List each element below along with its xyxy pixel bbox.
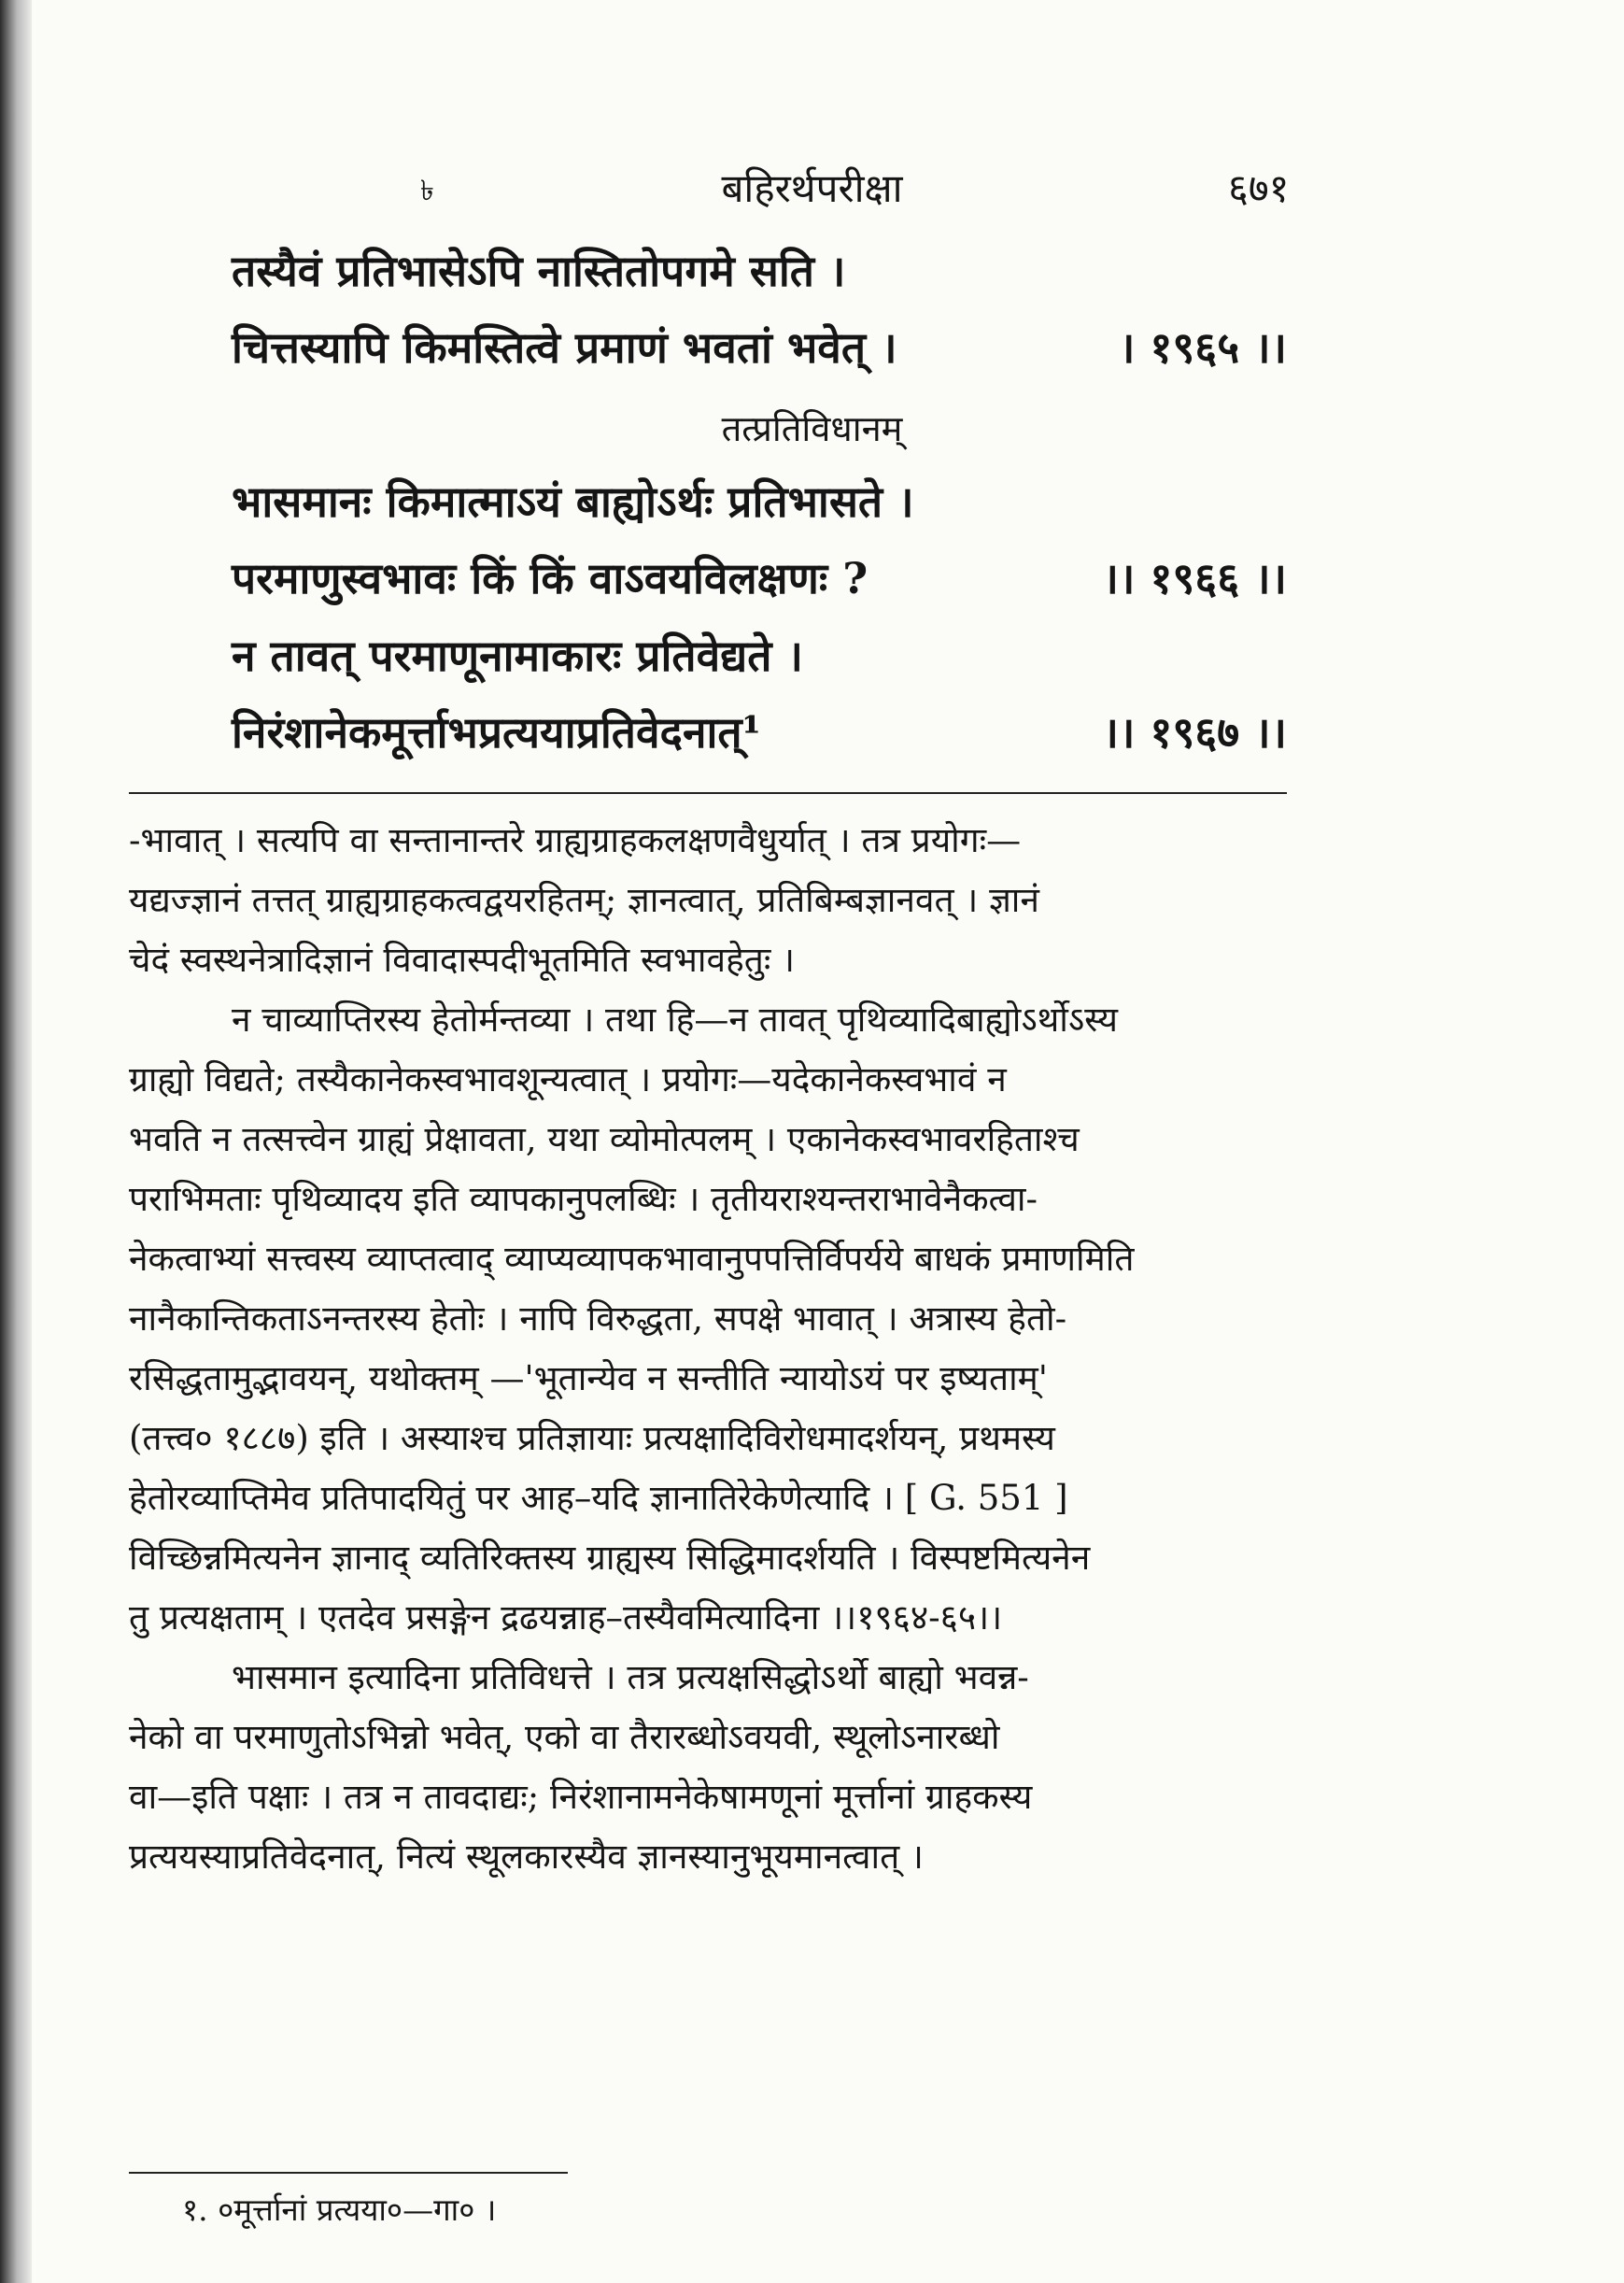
commentary-line: रसिद्धतामुद्भावयन्, यथोक्तम् —'भूतान्येव न सन्तीति न्यायोऽयं पर इष्यताम्' <box>129 1358 1048 1398</box>
commentary-line: -भावात् । सत्यपि वा सन्तानान्तरे ग्राह्यग्राहकलक्षणवैधुर्यात् । तत्र प्रयोगः— <box>129 820 1022 860</box>
running-header <box>0 161 1624 226</box>
commentary-line: (तत्त्व० १८८७) इति । अस्याश्च प्रतिज्ञायाः प्रत्यक्षादिविरोधमादर्शयन्, प्रथमस्य <box>129 1418 1055 1458</box>
commentary-line: पराभिमताः पृथिव्यादय इति व्यापकानुपलब्धिः । तृतीयराश्यन्तराभावेनैकत्वा- <box>129 1179 1038 1219</box>
verse-text: भासमानः किमात्माऽयं बाह्योऽर्थः प्रतिभासते । <box>232 476 914 527</box>
verse-text: परमाणुस्वभावः किं किं वाऽवयविलक्षणः ? <box>232 553 868 603</box>
verse-text: निरंशानेकमूर्त्ताभप्रत्ययाप्रतिवेदनात्¹ <box>232 707 761 758</box>
verse-line <box>232 318 1287 376</box>
commentary-line: नेको वा परमाणुतोऽभिन्नो भवेत्, एको वा तैरारब्धोऽवयवी, स्थूलोऽनारब्धो <box>129 1717 1000 1757</box>
verse-line <box>232 241 1287 299</box>
commentary-line: भासमान इत्यादिना प्रतिविधत्ते । तत्र प्रत्यक्षसिद्धोऽर्थो बाह्यो भवन्न- <box>232 1657 1029 1697</box>
commentary-line: न चाव्याप्तिरस्य हेतोर्मन्तव्या । तथा हि—न तावत् पृथिव्यादिबाह्योऽर्थोऽस्य <box>232 1000 1118 1040</box>
footnote: १. ०मूर्त्तानां प्रत्यया०—गा० । <box>182 2191 497 2228</box>
verse-number: । १९६५ ।। <box>1118 322 1287 373</box>
page-title: बहिरर्थपरीक्षा <box>721 165 903 211</box>
page-number: ६७१ <box>1228 165 1290 211</box>
commentary-line: नानैकान्तिकताऽनन्तरस्य हेतोः । नापि विरुद्धता, सपक्षे भावात् । अत्रास्य हेतो- <box>129 1298 1067 1339</box>
section-subheading: तत्प्रतिविधानम् <box>721 408 903 449</box>
verse-line <box>232 548 1287 606</box>
verse-text: चित्तस्यापि किमस्तित्वे प्रमाणं भवतां भवेत् । <box>232 322 897 373</box>
commentary-line: ग्राह्यो विद्यते; तस्यैकानेकस्वभावशून्यत्वात् । प्रयोगः—यदेकानेकस्वभावं न <box>129 1059 1007 1099</box>
commentary-line: हेतोरव्याप्तिमेव प्रतिपादयितुं पर आह–यदि ज्ञानातिरेकेणेत्यादि । [ G. 551 ] <box>129 1478 1068 1518</box>
commentary-line: प्रत्ययस्याप्रतिवेदनात्, नित्यं स्थूलकारस्यैव ज्ञानस्यानुभूयमानत्वात् । <box>129 1836 924 1877</box>
verse-line <box>232 702 1287 760</box>
footnote-divider <box>129 2172 568 2174</box>
verse-text: न तावत् परमाणूनामाकारः प्रतिवेद्यते । <box>232 631 803 681</box>
verse-commentary-divider <box>129 792 1287 794</box>
commentary-block <box>129 811 1296 1887</box>
verse-text: तस्यैवं प्रतिभासेऽपि नास्तितोपगमे सति । <box>232 246 846 296</box>
commentary-line: नेकत्वाभ्यां सत्त्वस्य व्याप्तत्वाद् व्याप्यव्यापकभावानुपपत्तिर्विपर्यये बाधकं प्रमाणमिति <box>129 1239 1135 1279</box>
commentary-line: यद्यज्ज्ञानं तत्तत् ग्राह्यग्राहकत्वद्वयरहितम्; ज्ञानत्वात्, प्रतिबिम्बज्ञानवत् । ज्ञानं <box>129 880 1039 920</box>
commentary-line: विच्छिन्नमित्यनेन ज्ञानाद् व्यतिरिक्तस्य ग्राह्यस्य सिद्धिमादर्शयति । विस्पष्टमित्यनेन <box>129 1538 1091 1578</box>
commentary-line: चेदं स्वस्थनेत्रादिज्ञानं विवादास्पदीभूतमिति स्वभावहेतुः । <box>129 940 796 980</box>
verse-line <box>232 472 1287 530</box>
commentary-line: तु प्रत्यक्षताम् । एतदेव प्रसङ्गेन द्रढयन्नाह–तस्यैवमित्यादिना ।।१९६४-६५।। <box>129 1597 1003 1638</box>
commentary-line: वा—इति पक्षाः । तत्र न तावदाद्यः; निरंशानामनेकेषामणूनां मूर्त्तानां ग्राहकस्य <box>129 1777 1033 1817</box>
commentary-line: भवति न तत्सत्त्वेन ग्राह्यं प्रेक्षावता, यथा व्योमोत्पलम् । एकानेकस्वभावरहिताश्च <box>129 1119 1080 1159</box>
verse-line <box>232 626 1287 684</box>
verse-number: ।। १९६६ ।। <box>1102 553 1287 603</box>
book-spine-shadow <box>0 0 32 2283</box>
header-mark: ৳ <box>420 175 434 207</box>
verse-number: ।। १९६७ ।। <box>1102 707 1287 758</box>
